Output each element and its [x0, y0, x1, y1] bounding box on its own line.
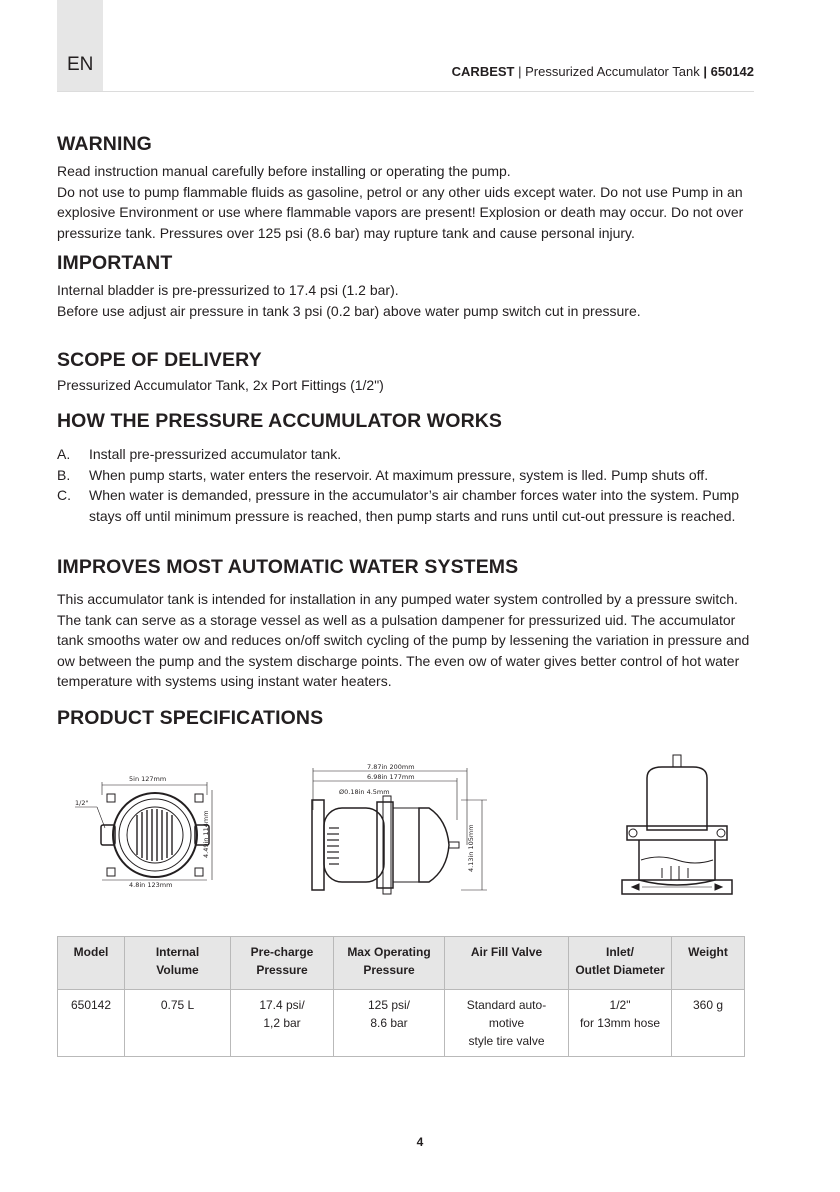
product-drawings: [57, 750, 755, 910]
specs-section: [57, 707, 755, 730]
language-label: EN: [67, 54, 94, 75]
table-cell: 1/2" for 13mm hose: [569, 990, 672, 1057]
important-heading: IMPORTANT: [57, 252, 173, 274]
step-letter: C.: [57, 487, 71, 503]
improves-section: [57, 556, 755, 692]
column-header: Max Operating Pressure: [334, 937, 445, 990]
column-header: Air Fill Valve: [445, 937, 569, 990]
table-cell: 360 g: [672, 990, 745, 1057]
dimension-label: 5in 127mm: [129, 775, 167, 783]
important-line: Before use adjust air pressure in tank 3 psi (0.2 bar) above water pump switch cut in pressure.: [57, 302, 641, 319]
steps-list: [57, 444, 755, 526]
dimension-label: 4.49in 114mm: [202, 810, 210, 858]
column-header: Weight: [672, 937, 745, 990]
step-text: When water is demanded, pressure in the accumulator’s air chamber forces water into the system. Pump stays off until minimum pressure is reached, then pump starts and runs until cut-out pressure is reached.: [89, 487, 739, 524]
column-header: Pre-charge Pressure: [231, 937, 334, 990]
list-item: [57, 444, 755, 465]
brand-name: CARBEST: [451, 64, 515, 79]
warning-heading: WARNING: [57, 133, 152, 155]
table-cell: Standard auto- motive style tire valve: [445, 990, 569, 1057]
improves-text: This accumulator tank is intended for installation in any pumped water system controlled by a pressure switch. The tank can serve as a storage vessel as well as a pulsation dampener for pressurized uid. The accumulator tank smooths water ow and reduces on/off switch cycling of the pump by lessening the variation in pressure and ow between the pump and the system discharge points. The even ow of water gives better control of hot water temperature with systems using instant water heaters.: [57, 591, 750, 689]
header-separator: |: [514, 64, 526, 79]
specs-heading: PRODUCT SPECIFICATIONS: [57, 707, 324, 729]
product-name: Pressurized Accumulator Tank: [525, 64, 700, 79]
table-cell: 125 psi/ 8.6 bar: [334, 990, 445, 1057]
table-cell: 0.75 L: [125, 990, 231, 1057]
page-header: [452, 64, 754, 79]
scope-heading: SCOPE OF DELIVERY: [57, 349, 262, 371]
step-letter: B.: [57, 466, 71, 483]
list-item: [57, 485, 755, 526]
specifications-table: [57, 936, 745, 1057]
table-header-row: [58, 937, 745, 990]
page-number: 4: [416, 1135, 424, 1149]
table-row: [58, 990, 745, 1057]
dimension-label: 4.13in 105mm: [467, 824, 475, 872]
column-header: Inlet/ Outlet Diameter: [569, 937, 672, 990]
warning-line: Do not use to pump flammable fluids as gasoline, petrol or any other uids except water. Do not use Pump in an explosive Environment or use where flammable vapors are present! Explosion or death may occur. Do not over pressurize tank. Pressures over 125 psi (8.6 bar) may rupture tank and cause personal injury.: [57, 183, 744, 241]
language-tab: [57, 0, 103, 91]
warning-section: [57, 133, 755, 243]
header-separator: |: [699, 64, 711, 79]
important-section: [57, 252, 755, 321]
tank-top-view-drawing: [75, 782, 212, 880]
scope-text: Pressurized Accumulator Tank, 2x Port Fittings (1/2"): [57, 377, 384, 393]
table-cell: 17.4 psi/ 1,2 bar: [231, 990, 334, 1057]
port-label: 1/2": [75, 799, 89, 807]
warning-line: Read instruction manual carefully before installing or operating the pump.: [57, 163, 511, 179]
header-divider: [57, 91, 754, 92]
how-heading: HOW THE PRESSURE ACCUMULATOR WORKS: [57, 410, 503, 432]
product-code: 650142: [710, 64, 754, 79]
tank-side-view-drawing: [312, 768, 487, 894]
dimension-label: 7.87in 200mm: [367, 763, 415, 771]
dimension-label: 6.98in 177mm: [367, 773, 415, 781]
how-section: [57, 410, 755, 526]
column-header: Internal Volume: [125, 937, 231, 990]
table-cell: 650142: [58, 990, 125, 1057]
important-line: Internal bladder is pre-pressurized to 17.4 psi (1.2 bar).: [57, 282, 399, 298]
tank-cutaway-drawing: [622, 755, 732, 894]
step-text: When pump starts, water enters the reservoir. At maximum pressure, system is lled. Pump shuts off.: [89, 466, 709, 483]
column-header: Model: [58, 937, 125, 990]
improves-heading: IMPROVES MOST AUTOMATIC WATER SYSTEMS: [57, 556, 519, 578]
dimension-label: 4.8in 123mm: [129, 881, 173, 889]
list-item: [57, 465, 755, 486]
step-text: Install pre-pressurized accumulator tank.: [89, 446, 342, 462]
scope-section: [57, 349, 755, 396]
step-letter: A.: [57, 446, 71, 462]
dimension-label: Ø0.18in 4.5mm: [339, 788, 390, 796]
